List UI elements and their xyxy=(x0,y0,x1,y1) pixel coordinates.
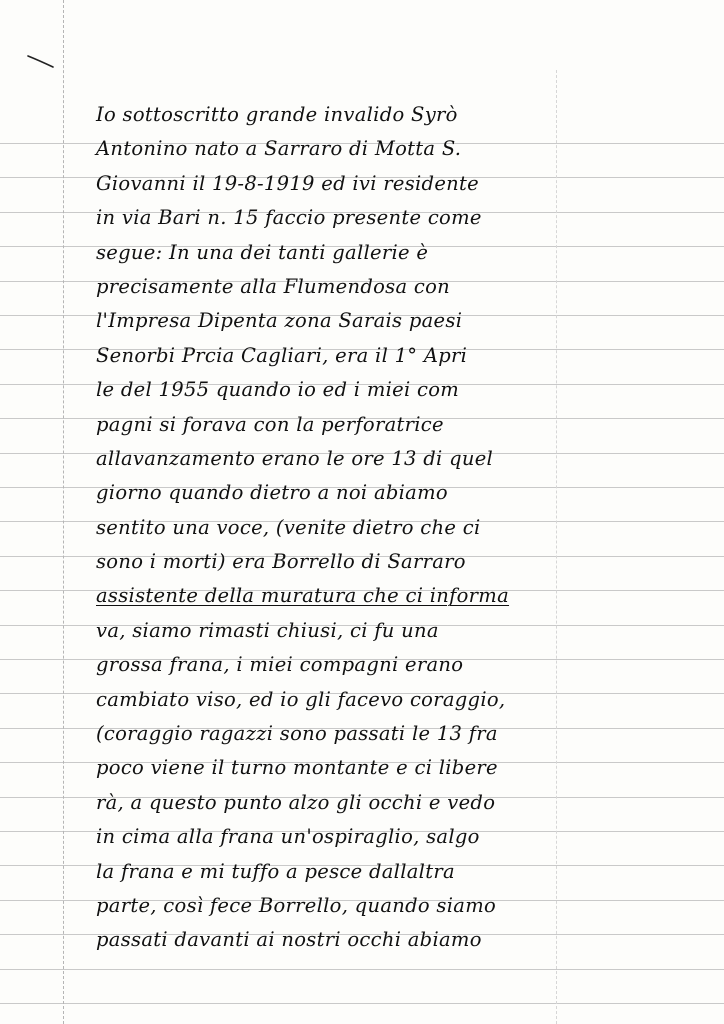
text-line: precisamente alla Flumendosa con xyxy=(96,274,451,298)
text-line: in via Bari n. 15 faccio presente come xyxy=(96,206,482,230)
text-line: grossa frana, i miei compagni erano xyxy=(96,653,464,677)
text-line: sentito una voce, (venite dietro che ci xyxy=(96,515,481,539)
text-line: poco viene il turno montante e ci libere xyxy=(96,756,498,780)
text-line: (coraggio ragazzi sono passati le 13 fra xyxy=(96,722,498,746)
text-line: cambiato viso, ed io gli facevo coraggio, xyxy=(96,687,506,711)
text-line: parte, così fece Borrello, quando siamo xyxy=(96,893,497,917)
text-line: segue: In una dei tanti gallerie è xyxy=(96,240,429,264)
text-line: in cima alla frana un'ospiraglio, salgo xyxy=(96,825,480,849)
text-line: allavanzamento erano le ore 13 di quel xyxy=(96,446,494,470)
text-line: assistente della muratura che ci informa xyxy=(96,584,510,608)
text-line: la frana e mi tuffo a pesce dallaltra xyxy=(96,859,455,883)
text-line: passati davanti ai nostri occhi abiamo xyxy=(96,928,482,952)
text-line: sono i morti) era Borrello di Sarraro xyxy=(96,550,466,574)
text-line: l'Impresa Dipenta zona Sarais paesi xyxy=(96,309,463,333)
text-line: giorno quando dietro a noi abiamo xyxy=(96,481,448,505)
text-line: va, siamo rimasti chiusi, ci fu una xyxy=(96,618,439,642)
text-line: Giovanni il 19-8-1919 ed ivi residente xyxy=(96,171,480,195)
text-line: Io sottoscritto grande invalido Syrò xyxy=(96,103,458,126)
pen-stroke-mark xyxy=(26,52,56,70)
text-line: Antonino nato a Sarraro di Motta S. xyxy=(96,137,462,161)
ruled-line xyxy=(0,1003,724,1004)
text-line: Senorbi Prcia Cagliari, era il 1° Apri xyxy=(96,343,468,367)
handwritten-text xyxy=(96,98,566,958)
text-line: pagni si forava con la perforatrice xyxy=(96,412,444,436)
left-margin-line xyxy=(63,0,64,1024)
ruled-line xyxy=(0,969,724,970)
text-line: le del 1955 quando io ed i miei com xyxy=(96,378,460,402)
text-line: rà, a questo punto alzo gli occhi e vedo xyxy=(96,790,496,814)
